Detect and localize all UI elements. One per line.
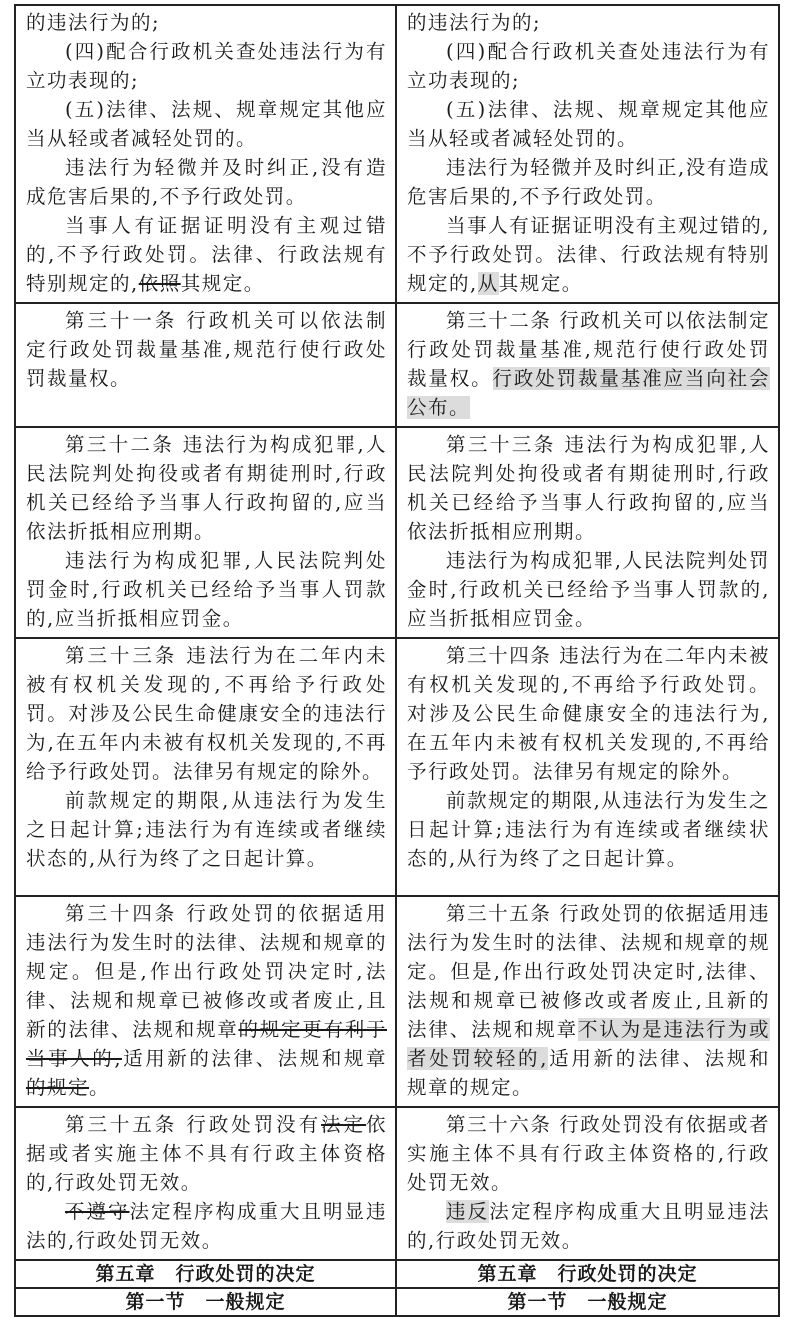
clause-text: 第三十一条 行政机关可以依法制定行政处罚裁量基准,规范行使行政处罚裁量权。 bbox=[26, 309, 387, 390]
clause-text: 第三十三条 违法行为构成犯罪,人民法院判处拘役或者有期徒刑时,行政机关已经给予当事人行政拘留的,应当依法折抵相应刑期。 bbox=[407, 433, 770, 543]
clause-text: 适用新的法律、法规和规章的规定。 bbox=[407, 1047, 770, 1099]
clause-text: 适用新的法律、法规和规章 bbox=[122, 1047, 387, 1070]
old-text-cell bbox=[15, 896, 396, 1107]
deleted-text: 不遵守 bbox=[65, 1200, 130, 1223]
clause-text: 其规定。 bbox=[180, 272, 265, 295]
clause-paragraph bbox=[407, 430, 770, 546]
clause-text: (五)法律、法规、规章规定其他应当从轻或者减轻处罚的。 bbox=[26, 98, 387, 150]
table-row bbox=[15, 303, 779, 427]
clause-paragraph bbox=[26, 37, 387, 95]
deleted-text: 依照 bbox=[138, 272, 181, 295]
comparison-table bbox=[14, 4, 780, 1317]
clause-paragraph bbox=[407, 1110, 770, 1197]
clause-text: 违法行为轻微并及时纠正,没有造成危害后果的,不予行政处罚。 bbox=[407, 156, 770, 208]
clause-paragraph bbox=[26, 153, 387, 211]
clause-paragraph bbox=[26, 641, 387, 786]
clause-paragraph bbox=[407, 37, 770, 95]
clause-paragraph bbox=[26, 546, 387, 633]
deleted-text: 的规定 bbox=[26, 1076, 90, 1099]
clause-text: 第三十四条 行政处罚的依据适用违法行为发生时的法律、法规和规章的规定。但是,作出行政处罚决定时,法律、法规和规章已被修改或者废止,且新的法律、法规和规章 bbox=[26, 902, 387, 1041]
old-text-cell bbox=[15, 5, 396, 303]
chapter-heading-old: 第五章 行政处罚的决定 bbox=[15, 1260, 396, 1288]
new-text-cell bbox=[396, 303, 779, 427]
table-row bbox=[15, 427, 779, 638]
clause-paragraph bbox=[407, 786, 770, 873]
added-text: 不认为是违法行为或者处罚较轻的, bbox=[407, 1018, 770, 1070]
table-row bbox=[15, 638, 779, 896]
new-text-cell bbox=[396, 5, 779, 303]
clause-text: 第三十五条 行政处罚没有 bbox=[65, 1113, 322, 1136]
clause-text: 第三十六条 行政处罚没有依据或者实施主体不具有行政主体资格的,行政处罚无效。 bbox=[407, 1113, 770, 1194]
clause-paragraph bbox=[26, 8, 387, 37]
clause-text: (四)配合行政机关查处违法行为有立功表现的; bbox=[26, 40, 387, 92]
clause-text: 当事人有证据证明没有主观过错的,不予行政处罚。法律、行政法规有特别规定的, bbox=[407, 214, 770, 295]
clause-text: 违法行为构成犯罪,人民法院判处罚金时,行政机关已经给予当事人罚款的,应当折抵相应罚金。 bbox=[26, 549, 387, 630]
clause-text: 前款规定的期限,从违法行为发生之日起计算;违法行为有连续或者继续状态的,从行为终了之日起计算。 bbox=[407, 789, 770, 870]
new-text-cell bbox=[396, 638, 779, 896]
deleted-text: 的规定更有利于当事人的, bbox=[26, 1018, 387, 1070]
old-text-cell bbox=[15, 303, 396, 427]
table-row bbox=[15, 1107, 779, 1260]
old-text-cell bbox=[15, 1107, 396, 1260]
clause-text: 第三十五条 行政处罚的依据适用违法行为发生时的法律、法规和规章的规定。但是,作出行政处罚决定时,法律、法规和规章已被修改或者废止,且新的法律、法规和规章 bbox=[407, 902, 770, 1041]
clause-paragraph bbox=[407, 306, 770, 422]
section-heading-old: 第一节 一般规定 bbox=[15, 1288, 396, 1316]
added-text: 违反 bbox=[446, 1200, 490, 1223]
clause-text: 法定程序构成重大且明显违法的,行政处罚无效。 bbox=[407, 1200, 770, 1252]
section-heading-row bbox=[15, 1288, 779, 1316]
clause-paragraph bbox=[407, 641, 770, 786]
chapter-heading-row bbox=[15, 1260, 779, 1288]
clause-text: 第三十三条 违法行为在二年内未被有权机关发现的,不再给予行政处罚。对涉及公民生命健康安全的违法行为,在五年内未被有权机关发现的,不再给予行政处罚。法律另有规定的除外。 bbox=[26, 644, 387, 783]
clause-paragraph bbox=[26, 430, 387, 546]
clause-text: 依据或者实施主体不具有行政主体资格的,行政处罚无效。 bbox=[26, 1113, 387, 1194]
clause-text: (五)法律、法规、规章规定其他应当从轻或者减轻处罚的。 bbox=[407, 98, 770, 150]
added-text: 从 bbox=[477, 272, 499, 295]
clause-text: 第三十二条 行政机关可以依法制定行政处罚裁量基准,规范行使行政处罚裁量权。 bbox=[407, 309, 770, 390]
deleted-text: 法定 bbox=[321, 1113, 366, 1136]
new-text-cell bbox=[396, 1107, 779, 1260]
table-row bbox=[15, 896, 779, 1107]
clause-text: 第三十四条 违法行为在二年内未被有权机关发现的,不再给予行政处罚。对涉及公民生命健康安全的违法行为,在五年内未被有权机关发现的,不再给予行政处罚。法律另有规定的除外。 bbox=[407, 644, 770, 783]
old-text-cell bbox=[15, 638, 396, 896]
clause-text: 第三十二条 违法行为构成犯罪,人民法院判处拘役或者有期徒刑时,行政机关已经给予当事人行政拘留的,应当依法折抵相应刑期。 bbox=[26, 433, 387, 543]
clause-text: 。 bbox=[89, 1076, 111, 1099]
clause-text: 前款规定的期限,从违法行为发生之日起计算;违法行为有连续或者继续状态的,从行为终了之日起计算。 bbox=[26, 789, 387, 870]
clause-text: 的违法行为的; bbox=[26, 11, 161, 34]
clause-paragraph bbox=[26, 211, 387, 298]
clause-paragraph bbox=[407, 899, 770, 1102]
clause-paragraph bbox=[26, 1110, 387, 1197]
clause-paragraph bbox=[26, 95, 387, 153]
clause-paragraph bbox=[407, 95, 770, 153]
chapter-heading-new: 第五章 行政处罚的决定 bbox=[396, 1260, 779, 1288]
old-text-cell bbox=[15, 427, 396, 638]
clause-text: 违法行为构成犯罪,人民法院判处罚金时,行政机关已经给予当事人罚款的,应当折抵相应罚金。 bbox=[407, 549, 770, 630]
clause-paragraph bbox=[26, 1197, 387, 1255]
clause-paragraph bbox=[26, 786, 387, 873]
clause-paragraph bbox=[26, 899, 387, 1102]
clause-text: (四)配合行政机关查处违法行为有立功表现的; bbox=[407, 40, 770, 92]
clause-text: 其规定。 bbox=[498, 272, 583, 295]
section-heading-new: 第一节 一般规定 bbox=[396, 1288, 779, 1316]
clause-paragraph bbox=[407, 546, 770, 633]
clause-text: 违法行为轻微并及时纠正,没有造成危害后果的,不予行政处罚。 bbox=[26, 156, 387, 208]
table-row bbox=[15, 5, 779, 303]
clause-text: 法定程序构成重大且明显违法的,行政处罚无效。 bbox=[26, 1200, 387, 1252]
clause-paragraph bbox=[26, 306, 387, 393]
clause-paragraph bbox=[407, 153, 770, 211]
added-text: 行政处罚裁量基准应当向社会公布。 bbox=[407, 367, 770, 419]
clause-paragraph bbox=[407, 8, 770, 37]
new-text-cell bbox=[396, 896, 779, 1107]
clause-paragraph bbox=[407, 211, 770, 298]
clause-text: 当事人有证据证明没有主观过错的,不予行政处罚。法律、行政法规有特别规定的, bbox=[26, 214, 387, 295]
clause-paragraph bbox=[407, 1197, 770, 1255]
new-text-cell bbox=[396, 427, 779, 638]
clause-text: 的违法行为的; bbox=[407, 11, 542, 34]
